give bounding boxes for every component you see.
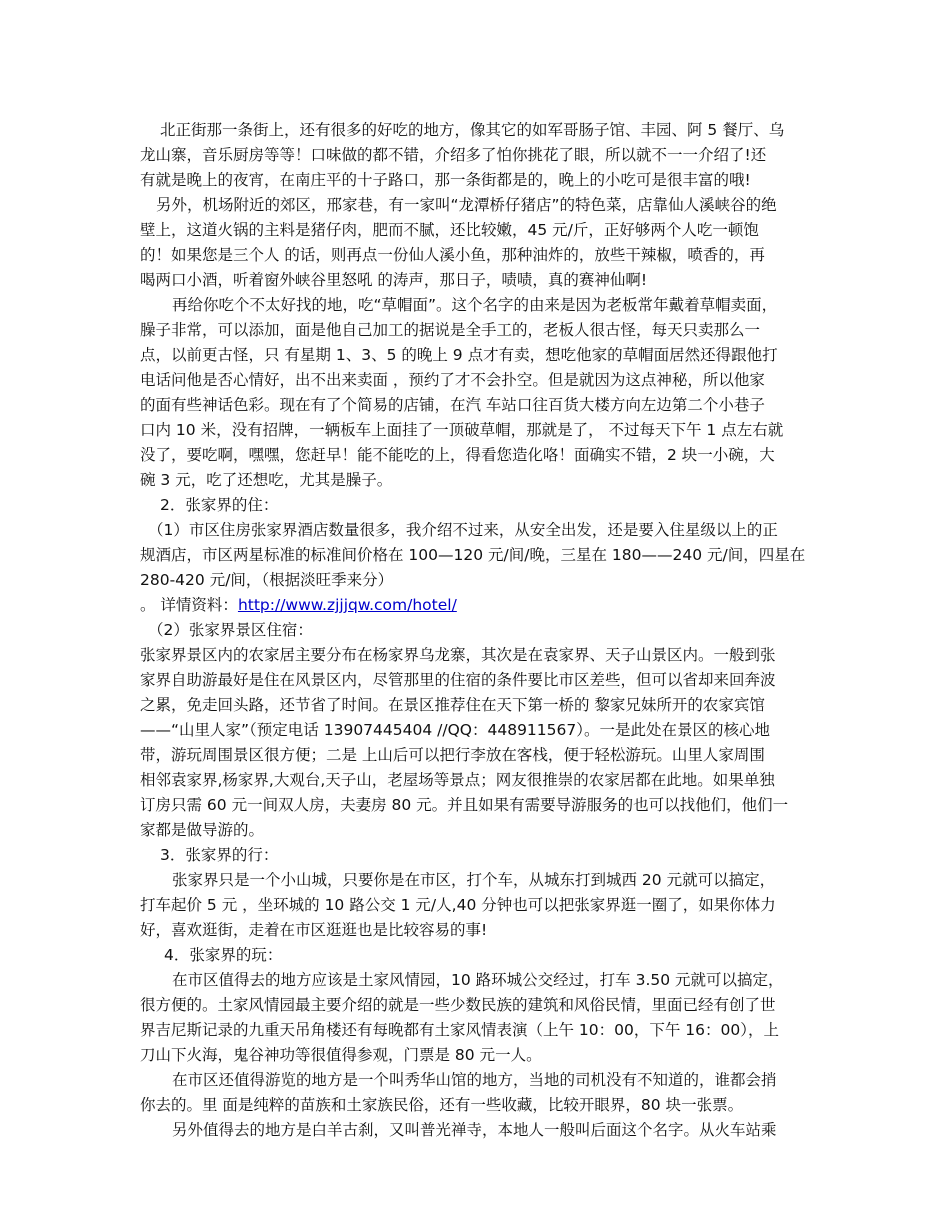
text-line: 另外，机场附近的郊区，邢家巷，有一家叫“龙潭桥仔猪店”的特色菜，店靠仙人溪峡谷的绝 bbox=[156, 196, 777, 214]
text-line: 电话问他是否心情好，出不出来卖面 ，预约了才不会扑空。但是就因为这点神秘，所以他家 bbox=[140, 371, 765, 389]
text-line: 壁上，这道火锅的主料是猪仔肉，肥而不腻，还比较嫩，45 元/斤，正好够两个人吃一顿饱 bbox=[140, 221, 759, 239]
text-line: 张家界只是一个小山城，只要你是在市区，打个车，从城东打到城西 20 元就可以搞定， bbox=[172, 871, 776, 889]
text-line bbox=[140, 593, 457, 617]
text-line: 家界自助游最好是住在风景区内，尽管那里的住宿的条件要比市区差些，但可以省却来回奔波 bbox=[140, 671, 776, 689]
text-line: 在市区值得去的地方应该是土家风情园，10 路环城公交经过，打车 3.50 元就可以搞定， bbox=[172, 971, 784, 989]
text-line: （1）市区住房张家界酒店数量很多，我介绍不过来，从安全出发，还是要入住星级以上的正 bbox=[148, 521, 778, 539]
text-line: 张家界景区内的农家居主要分布在杨家界乌龙寨，其次是在袁家界、天子山景区内。一般到张 bbox=[140, 646, 776, 664]
text-line: 很方便的。土家风情园最主要介绍的就是一些少数民族的建筑和风俗民情，里面已经有创了世 bbox=[140, 996, 776, 1014]
text-line: 北正街那一条街上，还有很多的好吃的地方，像其它的如军哥肠子馆、丰园、阿 5 餐厅、乌 bbox=[160, 121, 785, 139]
text-line: 之累，免走回头路，还节省了时间。在景区推荐住在天下第一桥的 黎家兄妹所开的农家宾馆 bbox=[140, 696, 765, 714]
hotel-link[interactable]: http://www.zjjjqw.com/hotel/ bbox=[237, 596, 457, 614]
text-line: 有就是晚上的夜宵，在南庄平的十子路口，那一条街都是的，晚上的小吃可是很丰富的哦! bbox=[140, 171, 751, 189]
section-heading: 3．张家界的行： bbox=[160, 846, 279, 864]
text-line: 龙山寨，音乐厨房等等！口味做的都不错，介绍多了怕你挑花了眼，所以就不一一介绍了!还 bbox=[140, 146, 767, 164]
text-line: 相邻袁家界,杨家界,大观台,天子山，老屋场等景点；网友很推崇的农家居都在此地。如果单独 bbox=[140, 771, 775, 789]
text-line: 另外值得去的地方是白羊古刹，又叫普光禅寺，本地人一般叫后面这个名字。从火车站乘 bbox=[172, 1121, 777, 1139]
text-line: 的面有些神话色彩。现在有了个简易的店铺，在汽 车站口往百货大楼方向左边第二个小巷子 bbox=[140, 396, 765, 414]
text-line: 带，游玩周围景区很方便；二是 上山后可以把行李放在客栈，便于轻松游玩。山里人家周围 bbox=[140, 746, 765, 764]
text-line: 打车起价 5 元 ，坐环城的 10 路公交 1 元/人,40 分钟也可以把张家界逛一圈了，如果你体力 bbox=[140, 896, 776, 914]
text-line: 的！如果您是三个人 的话，则再点一份仙人溪小鱼，那种油炸的，放些干辣椒，喷香的，再 bbox=[140, 246, 765, 264]
text-line: 界吉尼斯记录的九重天吊角楼还有每晚都有土家风情表演（上午 10：00，下午 16：00），上 bbox=[140, 1021, 779, 1039]
text-line: 没了，要吃啊，嘿嘿，您赶早！能不能吃的上，得看您造化咯！面确实不错，2 块一小碗，大 bbox=[140, 446, 775, 464]
subsection-heading: （2）张家界景区住宿： bbox=[148, 621, 313, 639]
text-line: 刀山下火海，鬼谷神功等很值得参观，门票是 80 元一人。 bbox=[140, 1046, 542, 1064]
text-line: 点，以前更古怪，只 有星期 1、3、5 的晚上 9 点才有卖，想吃他家的草帽面居然还得跟他打 bbox=[140, 346, 778, 364]
text-line: 碗 3 元，吃了还想吃，尤其是臊子。 bbox=[140, 471, 393, 489]
text-line: 280-420 元/间，（根据淡旺季来分） bbox=[140, 571, 394, 589]
text-line: 在市区还值得游览的地方是一个叫秀华山馆的地方，当地的司机没有不知道的，谁都会捎 bbox=[172, 1071, 777, 1089]
text-line: 好，喜欢逛街，走着在市区逛逛也是比较容易的事! bbox=[140, 921, 488, 939]
text-line: 你去的。里 面是纯粹的苗族和土家族民俗，还有一些收藏，比较开眼界，80 块一张票。 bbox=[140, 1096, 744, 1114]
text-line: 喝两口小酒，听着窗外峡谷里怒吼 的涛声，那日子，啧啧，真的赛神仙啊! bbox=[140, 271, 648, 289]
text-line: ——“山里人家”（预定电话 13907445404 //QQ：448911567）。一是此处在景区的核心地 bbox=[140, 721, 770, 739]
text-line: 再给你吃个不太好找的地，吃“草帽面”。这个名字的由来是因为老板常年戴着草帽卖面， bbox=[172, 296, 778, 314]
details-label: 。 详情资料： bbox=[140, 596, 238, 614]
section-heading: 4．张家界的玩： bbox=[164, 946, 283, 964]
text-line: 口内 10 米，没有招牌，一辆板车上面挂了一顶破草帽，那就是了， 不过每天下午 1 点左右就 bbox=[140, 421, 784, 439]
text-line: 订房只需 60 元一间双人房，夫妻房 80 元。并且如果有需要导游服务的也可以找他们，他们一 bbox=[140, 796, 789, 814]
text-line: 臊子非常，可以添加，面是他自己加工的据说是全手工的，老板人很古怪，每天只卖那么一 bbox=[140, 321, 761, 339]
text-line: 规酒店，市区两星标准的标准间价格在 100—120 元/间/晚，三星在 180——240 元/间，四星在 bbox=[140, 546, 806, 564]
text-line: 家都是做导游的。 bbox=[140, 821, 265, 839]
section-heading: 2．张家界的住： bbox=[160, 496, 279, 514]
